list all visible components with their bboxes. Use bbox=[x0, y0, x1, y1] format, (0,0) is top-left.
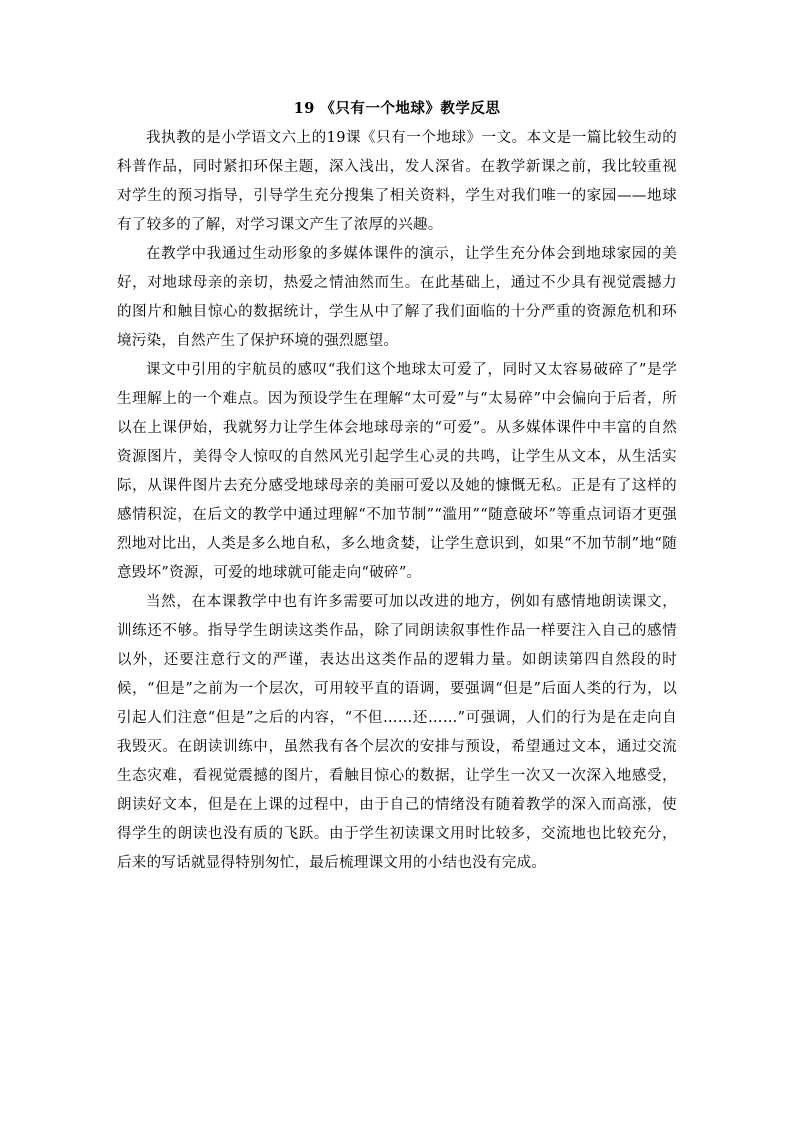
paragraph-2: 在教学中我通过生动形象的多媒体课件的演示，让学生充分体会到地球家园的美好，对地球母亲的亲切，热爱之情油然而生。在此基础上，通过不少具有视觉震撼力的图片和触目惊心的数据统计，学生从中了解了我们面临的十分严重的资源危机和环境污染，自然产生了保护环境的强烈愿望。 bbox=[117, 246, 677, 349]
paragraph-3: 课文中引用的宇航员的感叹“我们这个地球太可爱了，同时又太容易破碎了”是学生理解上的一个难点。因为预设学生在理解“太可爱”与“太易碎”中会偏向于后者，所以在上课伊始，我就努力让学生体会地球母亲的“可爱”。从多媒体课件中丰富的自然资源图片，美得令人惊叹的自然风光引起学生心灵的共鸣，让学生从文本，从生活实际，从课件图片去充分感受地球母亲的美丽可爱以及她的慷慨无私。正是有了这样的感情积淀，在后文的教学中通过理解“不加节制”“滥用”“随意破坏”等重点词语才更强烈地对比出，人类是多么地自私，多么地贪婪，让学生意识到，如果“不加节制”地“随意毁坏”资源，可爱的地球就可能走向“破碎”。 bbox=[117, 362, 677, 581]
paragraph-4: 当然，在本课教学中也有许多需要可加以改进的地方，例如有感情地朗读课文，训练还不够。指导学生朗读这类作品，除了同朗读叙事性作品一样要注入自己的感情以外，还要注意行文的严谨，表达出这类作品的逻辑力量。如朗读第四自然段的时候，“但是”之前为一个层次，可用较平直的语调，要强调“但是”后面人类的行为，以引起人们注意“但是”之后的内容，“不但……还……”可强调，人们的行为是在走向自我毁灭。在朗读训练中，虽然我有各个层次的安排与预设，希望通过文本，通过交流生态灾难，看视觉震撼的图片，看触目惊心的数据，让学生一次又一次深入地感受，朗读好文本，但是在上课的过程中，由于自己的情绪没有随着教学的深入而高涨，使得学生的朗读也没有质的飞跃。由于学生初读课文用时比较多，交流地也比较充分，后来的写话就显得特别匆忙，最后梳理课文用的小结也没有完成。 bbox=[117, 594, 677, 871]
paragraph-1: 我执教的是小学语文六上的19课《只有一个地球》一文。本文是一篇比较生动的科普作品，同时紧扣环保主题，深入浅出，发人深省。在教学新课之前，我比较重视对学生的预习指导，引导学生充分搜集了相关资料，学生对我们唯一的家园——地球有了较多的了解，对学习课文产生了浓厚的兴趣。 bbox=[117, 130, 677, 233]
document-page bbox=[117, 98, 677, 878]
document-title: 19 《只有一个地球》教学反思 bbox=[293, 100, 501, 117]
